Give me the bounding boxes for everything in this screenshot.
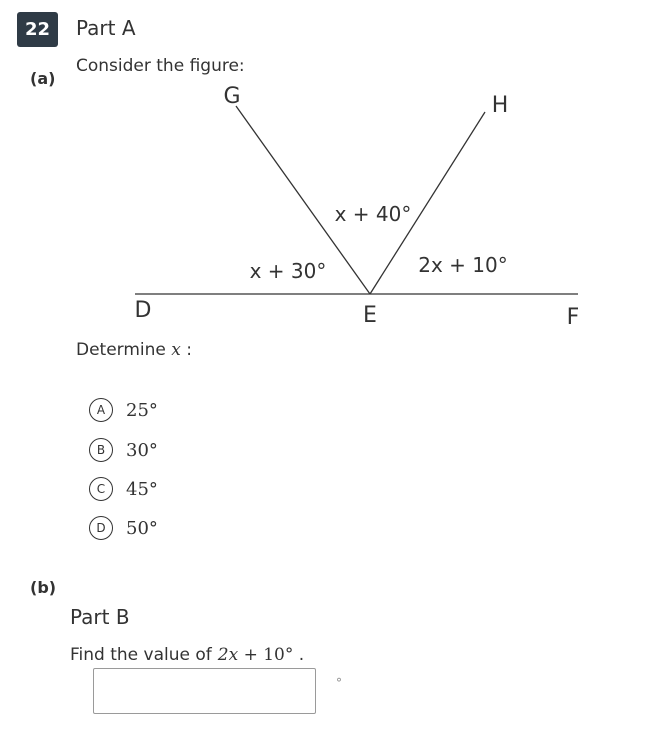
degree-unit-label: ° bbox=[336, 676, 342, 690]
part-b-prompt bbox=[70, 645, 304, 665]
determine-variable: x bbox=[171, 340, 181, 360]
determine-suffix: : bbox=[180, 340, 193, 360]
choice-d[interactable] bbox=[89, 516, 158, 540]
choice-b[interactable] bbox=[89, 438, 158, 462]
point-label-F: F bbox=[566, 305, 580, 330]
point-label-H: H bbox=[491, 93, 509, 118]
choice-c[interactable] bbox=[89, 477, 158, 501]
choice-c-letter[interactable]: C bbox=[89, 477, 113, 501]
part-b-title: Part B bbox=[70, 605, 130, 629]
determine-prompt bbox=[76, 340, 192, 360]
part-b-label: (b) bbox=[30, 578, 57, 597]
part-b-expr-end: . bbox=[293, 645, 305, 665]
part-b-prompt-text: Find the value of bbox=[70, 645, 212, 665]
point-label-E: E bbox=[363, 303, 377, 328]
choice-a-letter[interactable]: A bbox=[89, 398, 113, 422]
part-a-label: (a) bbox=[30, 69, 56, 88]
point-label-G: G bbox=[223, 84, 241, 109]
answer-input[interactable] bbox=[93, 668, 316, 714]
choice-b-letter[interactable]: B bbox=[89, 438, 113, 462]
angle-label-GEH: x + 40° bbox=[334, 202, 412, 226]
part-b-expr-rest: + 10° bbox=[238, 645, 294, 665]
question-number-badge: 22 bbox=[17, 12, 58, 47]
determine-text: Determine bbox=[76, 340, 166, 360]
choice-d-value: 50° bbox=[126, 517, 158, 539]
angle-label-DEG: x + 30° bbox=[249, 259, 327, 283]
angle-label-HEF: 2x + 10° bbox=[418, 253, 508, 277]
choice-c-value: 45° bbox=[126, 478, 158, 500]
choice-d-letter[interactable]: D bbox=[89, 516, 113, 540]
choice-a[interactable] bbox=[89, 398, 158, 422]
part-a-prompt: Consider the figure: bbox=[76, 56, 245, 76]
part-a-title: Part A bbox=[76, 16, 136, 40]
angle-figure bbox=[0, 0, 660, 340]
part-b-expression bbox=[218, 645, 294, 665]
choice-b-value: 30° bbox=[126, 439, 158, 461]
point-label-D: D bbox=[134, 298, 152, 323]
choice-a-value: 25° bbox=[126, 399, 158, 421]
part-b-expr-var: 2x bbox=[217, 645, 239, 665]
